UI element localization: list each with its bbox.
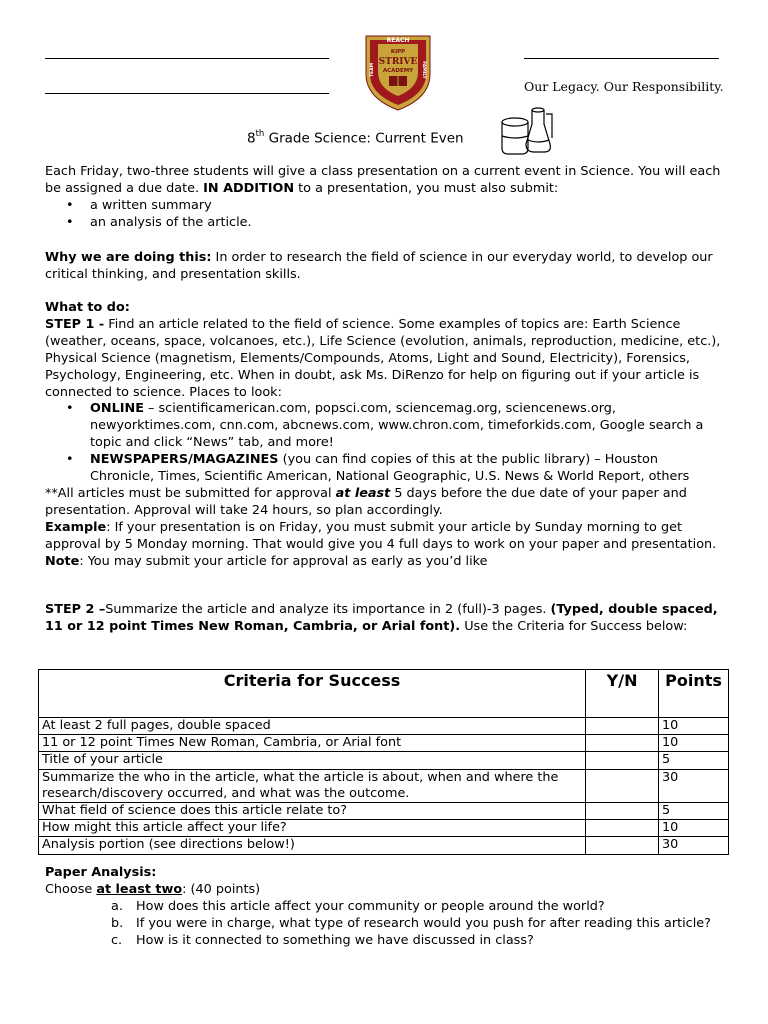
approval-paragraph: **All articles must be submitted for approval at least 5 days before the due date of your paper and presentation. Approval will take 24 hours, so plan accordingly. bbox=[45, 485, 687, 518]
step2-label: STEP 2 – bbox=[45, 602, 106, 617]
step1-text: Find an article related to the field of science. Some examples of topics are: Earth Science (weather, oceans, space, volcanoes, etc.), Life Science (evolution, animals, reproduction, medicine, etc.), Physical Science (magnetism, Elements/Compounds, Atoms, Light and Sound, Electricity), Forensics, Psychology, Engineering, etc. When in doubt, ask Ms. DiRenzo for help on figuring out if your article is connected to science. Places to look: bbox=[45, 316, 721, 400]
points-cell: 10 bbox=[659, 718, 729, 735]
intro-text-b: to a presentation, you must also submit: bbox=[294, 180, 559, 196]
bullet-icon: • bbox=[66, 197, 74, 213]
example-label: Example bbox=[45, 519, 107, 535]
table-row bbox=[39, 752, 729, 769]
list-item bbox=[45, 899, 725, 916]
school-crest-logo bbox=[358, 30, 438, 112]
what-label: What to do: bbox=[45, 300, 130, 315]
points-cell: 5 bbox=[659, 803, 729, 820]
example-paragraph bbox=[45, 520, 725, 571]
bullet-icon: • bbox=[66, 214, 74, 230]
note-text: : You may submit your article for approval as early as you’d like bbox=[79, 553, 488, 569]
criteria-cell: How might this article affect your life? bbox=[39, 820, 586, 837]
table-row bbox=[39, 769, 729, 802]
points-cell: 10 bbox=[659, 735, 729, 752]
list-item-text: a written summary bbox=[90, 197, 212, 213]
list-item bbox=[45, 215, 725, 232]
table-header-row bbox=[39, 670, 729, 718]
places-list bbox=[45, 401, 725, 486]
list-item bbox=[45, 916, 725, 933]
analysis-instructions: Choose at least two: (40 points) bbox=[45, 881, 261, 897]
criteria-cell: Analysis portion (see directions below!) bbox=[39, 837, 586, 854]
step2-text-a: Summarize the article and analyze its importance in 2 (full)-3 pages. bbox=[105, 602, 551, 617]
list-marker: a. bbox=[111, 898, 123, 914]
table-row bbox=[39, 718, 729, 735]
yn-cell[interactable] bbox=[586, 820, 659, 837]
table-row bbox=[39, 735, 729, 752]
logo-line2: STRIVE bbox=[378, 57, 418, 67]
step2-paragraph bbox=[45, 602, 725, 636]
criteria-table bbox=[38, 669, 729, 855]
criteria-cell: Title of your article bbox=[39, 752, 586, 769]
place-label-newspapers: NEWSPAPERS/MAGAZINES bbox=[90, 452, 279, 468]
list-item-text: How is it connected to something we have discussed in class? bbox=[136, 932, 534, 948]
lab-glassware-icon bbox=[496, 104, 556, 158]
intro-bold: IN ADDITION bbox=[203, 180, 295, 196]
note-label: Note bbox=[45, 553, 80, 569]
place-label-online: ONLINE bbox=[90, 401, 144, 417]
step2-section bbox=[45, 602, 725, 636]
bullet-icon: • bbox=[66, 452, 74, 468]
yn-cell[interactable] bbox=[586, 735, 659, 752]
bullet-icon: • bbox=[66, 401, 74, 417]
intro-section bbox=[45, 164, 725, 232]
list-item bbox=[45, 401, 725, 452]
yn-cell[interactable] bbox=[586, 803, 659, 820]
points-cell: 30 bbox=[659, 769, 729, 802]
step1-paragraph bbox=[45, 317, 725, 402]
list-marker: c. bbox=[111, 932, 123, 948]
criteria-cell: Summarize the who in the article, what the article is about, when and where the research/discovery occurred, and what was the outcome. bbox=[39, 769, 586, 802]
column-header-criteria: Criteria for Success bbox=[39, 670, 586, 718]
points-cell: 30 bbox=[659, 837, 729, 854]
step2-format-requirements: (Typed, double spaced, 11 or 12 point Times New Roman, Cambria, or Arial font). bbox=[45, 602, 718, 634]
table-row bbox=[39, 837, 729, 854]
school-motto: Our Legacy. Our Responsibility. bbox=[524, 79, 724, 94]
points-cell: 10 bbox=[659, 820, 729, 837]
analysis-emphasis: at least two bbox=[96, 881, 183, 897]
analysis-section bbox=[45, 865, 725, 950]
logo-line1: KIPP bbox=[390, 49, 406, 55]
why-section bbox=[45, 250, 725, 284]
header-blank-line-date bbox=[45, 93, 329, 94]
yn-cell[interactable] bbox=[586, 752, 659, 769]
step1-label: STEP 1 - bbox=[45, 316, 105, 332]
page-title bbox=[247, 130, 464, 147]
logo-right-text: FAMILY bbox=[421, 61, 426, 79]
criteria-cell: 11 or 12 point Times New Roman, Cambria, or Arial font bbox=[39, 735, 586, 752]
column-header-points: Points bbox=[659, 670, 729, 718]
yn-cell[interactable] bbox=[586, 769, 659, 802]
table-row bbox=[39, 820, 729, 837]
header-blank-line-name bbox=[45, 58, 329, 59]
list-marker: b. bbox=[111, 915, 124, 931]
example-text: : If your presentation is on Friday, you must submit your article by Sunday morning to get approval by 5 Monday morning. That would give you 4 full days to work on your paper and presentation. bbox=[45, 519, 717, 552]
yn-cell[interactable] bbox=[586, 837, 659, 854]
list-item-text: If you were in charge, what type of research would you push for after reading this article? bbox=[136, 915, 711, 931]
why-text: In order to research the field of science in our everyday world, to develop our critical thinking, and presentation skills. bbox=[45, 250, 713, 282]
title-grade-number: 8 bbox=[247, 130, 256, 147]
analysis-label: Paper Analysis: bbox=[45, 865, 157, 880]
list-item-text: How does this article affect your community or people around the world? bbox=[136, 898, 605, 914]
criteria-cell: At least 2 full pages, double spaced bbox=[39, 718, 586, 735]
step2-text-b: Use the Criteria for Success below: bbox=[460, 618, 688, 634]
yn-cell[interactable] bbox=[586, 718, 659, 735]
analysis-questions-list bbox=[45, 899, 725, 950]
logo-line3: ACADEMY bbox=[382, 68, 414, 74]
logo-left-text: TEAM bbox=[370, 62, 375, 78]
why-paragraph bbox=[45, 250, 725, 284]
table-row bbox=[39, 803, 729, 820]
place-text-newspapers: (you can find copies of this at the public library) – Houston Chronicle, Times, Scientific American, National Geographic, U.S. News & World Report, others bbox=[90, 452, 690, 485]
points-cell: 5 bbox=[659, 752, 729, 769]
list-item bbox=[45, 933, 725, 950]
list-item bbox=[45, 198, 725, 215]
intro-paragraph bbox=[45, 164, 725, 198]
intro-text-a: Each Friday, two-three students will give a class presentation on a current event in Science. You will each be assigned a due date. bbox=[45, 164, 721, 196]
title-grade-suffix: th bbox=[255, 129, 265, 139]
what-section bbox=[45, 300, 725, 571]
criteria-cell: What field of science does this article relate to? bbox=[39, 803, 586, 820]
approval-emphasis: at least bbox=[335, 485, 391, 501]
logo-top-text: REACH bbox=[386, 37, 410, 44]
place-text-online: – scientificamerican.com, popsci.com, sciencemag.org, sciencenews.org, newyorktimes.com, cnn.com, abcnews.com, www.chron.com, timeforkids.com, Google search a topic and click “News” tab, and more! bbox=[90, 401, 704, 451]
submission-list bbox=[45, 198, 725, 232]
why-label: Why we are doing this: bbox=[45, 250, 212, 265]
column-header-yn: Y/N bbox=[586, 670, 659, 718]
list-item bbox=[45, 452, 725, 486]
list-item-text: an analysis of the article. bbox=[90, 214, 252, 230]
title-text: Grade Science: Current Even bbox=[264, 130, 464, 147]
header-blank-line-right bbox=[524, 58, 719, 59]
